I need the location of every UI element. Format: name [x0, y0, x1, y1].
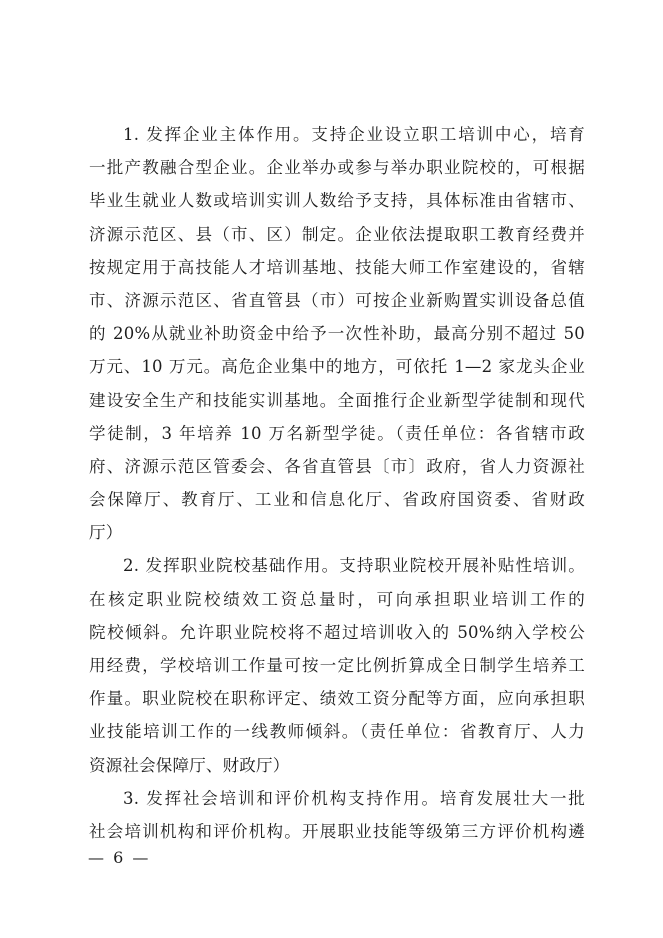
paragraph-1 [89, 118, 585, 549]
text-line: 作量。职业院校在职称评定、绩效工资分配等方面，应向承担职 [89, 689, 585, 709]
text-line: 1. 发挥企业主体作用。支持企业设立职工培训中心，培育 [123, 125, 585, 144]
text-line: 毕业生就业人数或培训实训人数给予支持，具体标准由省辖市、 [89, 191, 585, 211]
text-line: 院校倾斜。允许职业院校将不超过培训收入的 50%纳入学校公 [89, 622, 585, 642]
text-line: 2. 发挥职业院校基础作用。支持职业院校开展补贴性培训。 [123, 556, 585, 576]
text-line: 按规定用于高技能人才培训基地、技能大师工作室建设的，省辖 [89, 257, 585, 277]
text-line: 在核定职业院校绩效工资总量时，可向承担职业培训工作的 [89, 589, 585, 609]
text-line: 社会培训机构和评价机构。开展职业技能等级第三方评价机构遴 [89, 821, 585, 841]
paragraph-2 [89, 549, 585, 781]
text-line: 资源社会保障厅、财政厅） [89, 755, 290, 775]
text-line: 3. 发挥社会培训和评价机构支持作用。培育发展壮大一批 [123, 788, 585, 808]
text-line: 业技能培训工作的一线教师倾斜。（责任单位：省教育厅、人力 [89, 722, 585, 742]
text-line: 一批产教融合型企业。企业举办或参与举办职业院校的，可根据 [89, 158, 585, 178]
text-line: 市、济源示范区、省直管县（市）可按企业新购置实训设备总值 [89, 290, 585, 310]
text-line: 建设安全生产和技能实训基地。全面推行企业新型学徒制和现代 [89, 390, 585, 410]
body-text [89, 118, 585, 848]
text-line: 厅） [89, 523, 123, 543]
text-line: 学徒制，3 年培养 10 万名新型学徒。（责任单位：各省辖市政 [89, 423, 585, 443]
text-line: 的 20%从就业补助资金中给予一次性补助，最高分别不超过 50 [89, 324, 585, 344]
page-number: — 6 — [88, 848, 151, 867]
paragraph-3 [89, 782, 585, 848]
text-line: 万元、10 万元。高危企业集中的地方，可依托 1—2 家龙头企业 [89, 357, 585, 377]
text-line: 用经费，学校培训工作量可按一定比例折算成全日制学生培养工 [89, 656, 585, 675]
text-line: 济源示范区、县（市、区）制定。企业依法提取职工教育经费并 [89, 224, 585, 244]
text-line: 会保障厅、教育厅、工业和信息化厅、省政府国资委、省财政 [89, 490, 585, 510]
text-line: 府、济源示范区管委会、各省直管县〔市〕政府，省人力资源社 [89, 456, 585, 476]
